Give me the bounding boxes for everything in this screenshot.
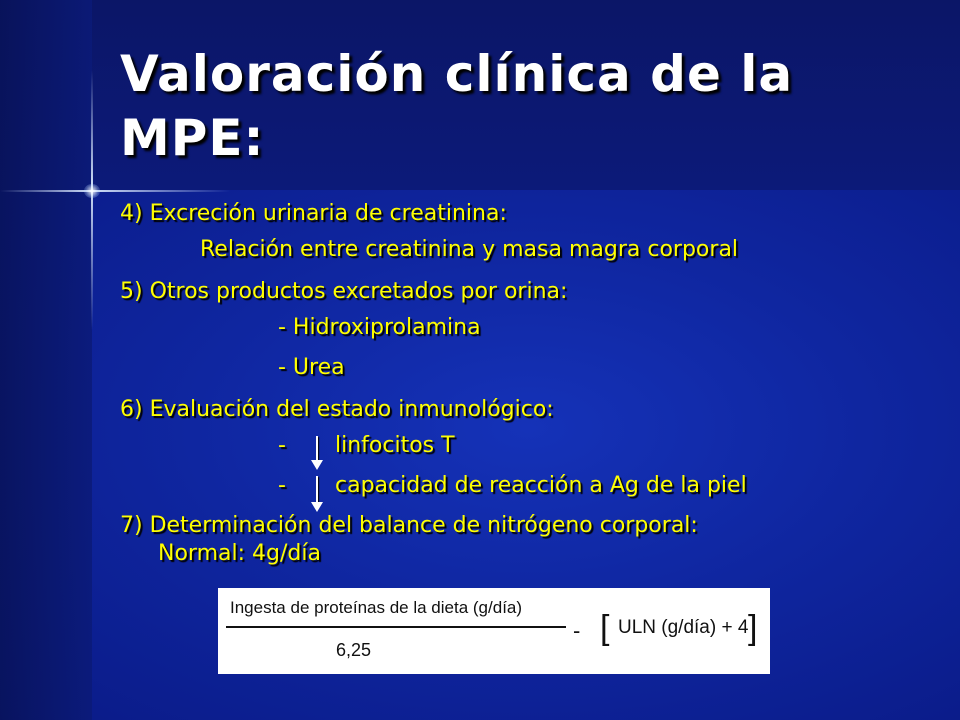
down-arrow-head-icon: [311, 502, 323, 512]
formula-denominator: 6,25: [336, 640, 372, 660]
left-stripe: [0, 0, 92, 720]
item-6-capacidad: capacidad de reacción a Ag de la piel: [335, 473, 747, 498]
formula-minus: -: [573, 618, 581, 643]
light-flare-icon: [84, 184, 100, 198]
item-5-hidroxiprolamina: - Hidroxiprolamina: [278, 315, 481, 340]
title-line-1: Valoración clínica de la: [120, 45, 794, 103]
title-line-2: MPE:: [120, 109, 265, 167]
nitrogen-balance-formula: [218, 588, 770, 674]
formula-bracket-open: [: [600, 609, 610, 647]
down-arrow-icon: [316, 476, 318, 504]
item-4-detail: Relación entre creatinina y masa magra corporal: [200, 237, 739, 262]
item-6-heading: 6) Evaluación del estado inmunológico:: [120, 397, 554, 422]
item-7-heading: 7) Determinación del balance de nitrógeno corporal:: [120, 513, 698, 538]
item-5-heading: 5) Otros productos excretados por orina:: [120, 279, 568, 304]
down-arrow-icon: [316, 436, 318, 462]
light-flare-horizontal: [0, 190, 230, 192]
item-4-heading: 4) Excreción urinaria de creatinina:: [120, 201, 507, 226]
item-5-urea: - Urea: [278, 355, 345, 380]
formula-bracket-close: ]: [748, 609, 758, 647]
down-arrow-head-icon: [311, 460, 323, 470]
item-6-dash-2: -: [278, 473, 286, 498]
formula-bracket-content: ULN (g/día) + 4: [618, 617, 749, 638]
fraction-bar: [226, 626, 566, 628]
item-7-normal: Normal: 4g/día: [158, 541, 321, 566]
formula-numerator: Ingesta de proteínas de la dieta (g/día): [230, 598, 523, 617]
light-flare-vertical: [91, 70, 93, 330]
slide-title: [120, 42, 920, 170]
item-6-dash-1: -: [278, 433, 286, 458]
item-6-linfocitos: linfocitos T: [335, 433, 455, 458]
